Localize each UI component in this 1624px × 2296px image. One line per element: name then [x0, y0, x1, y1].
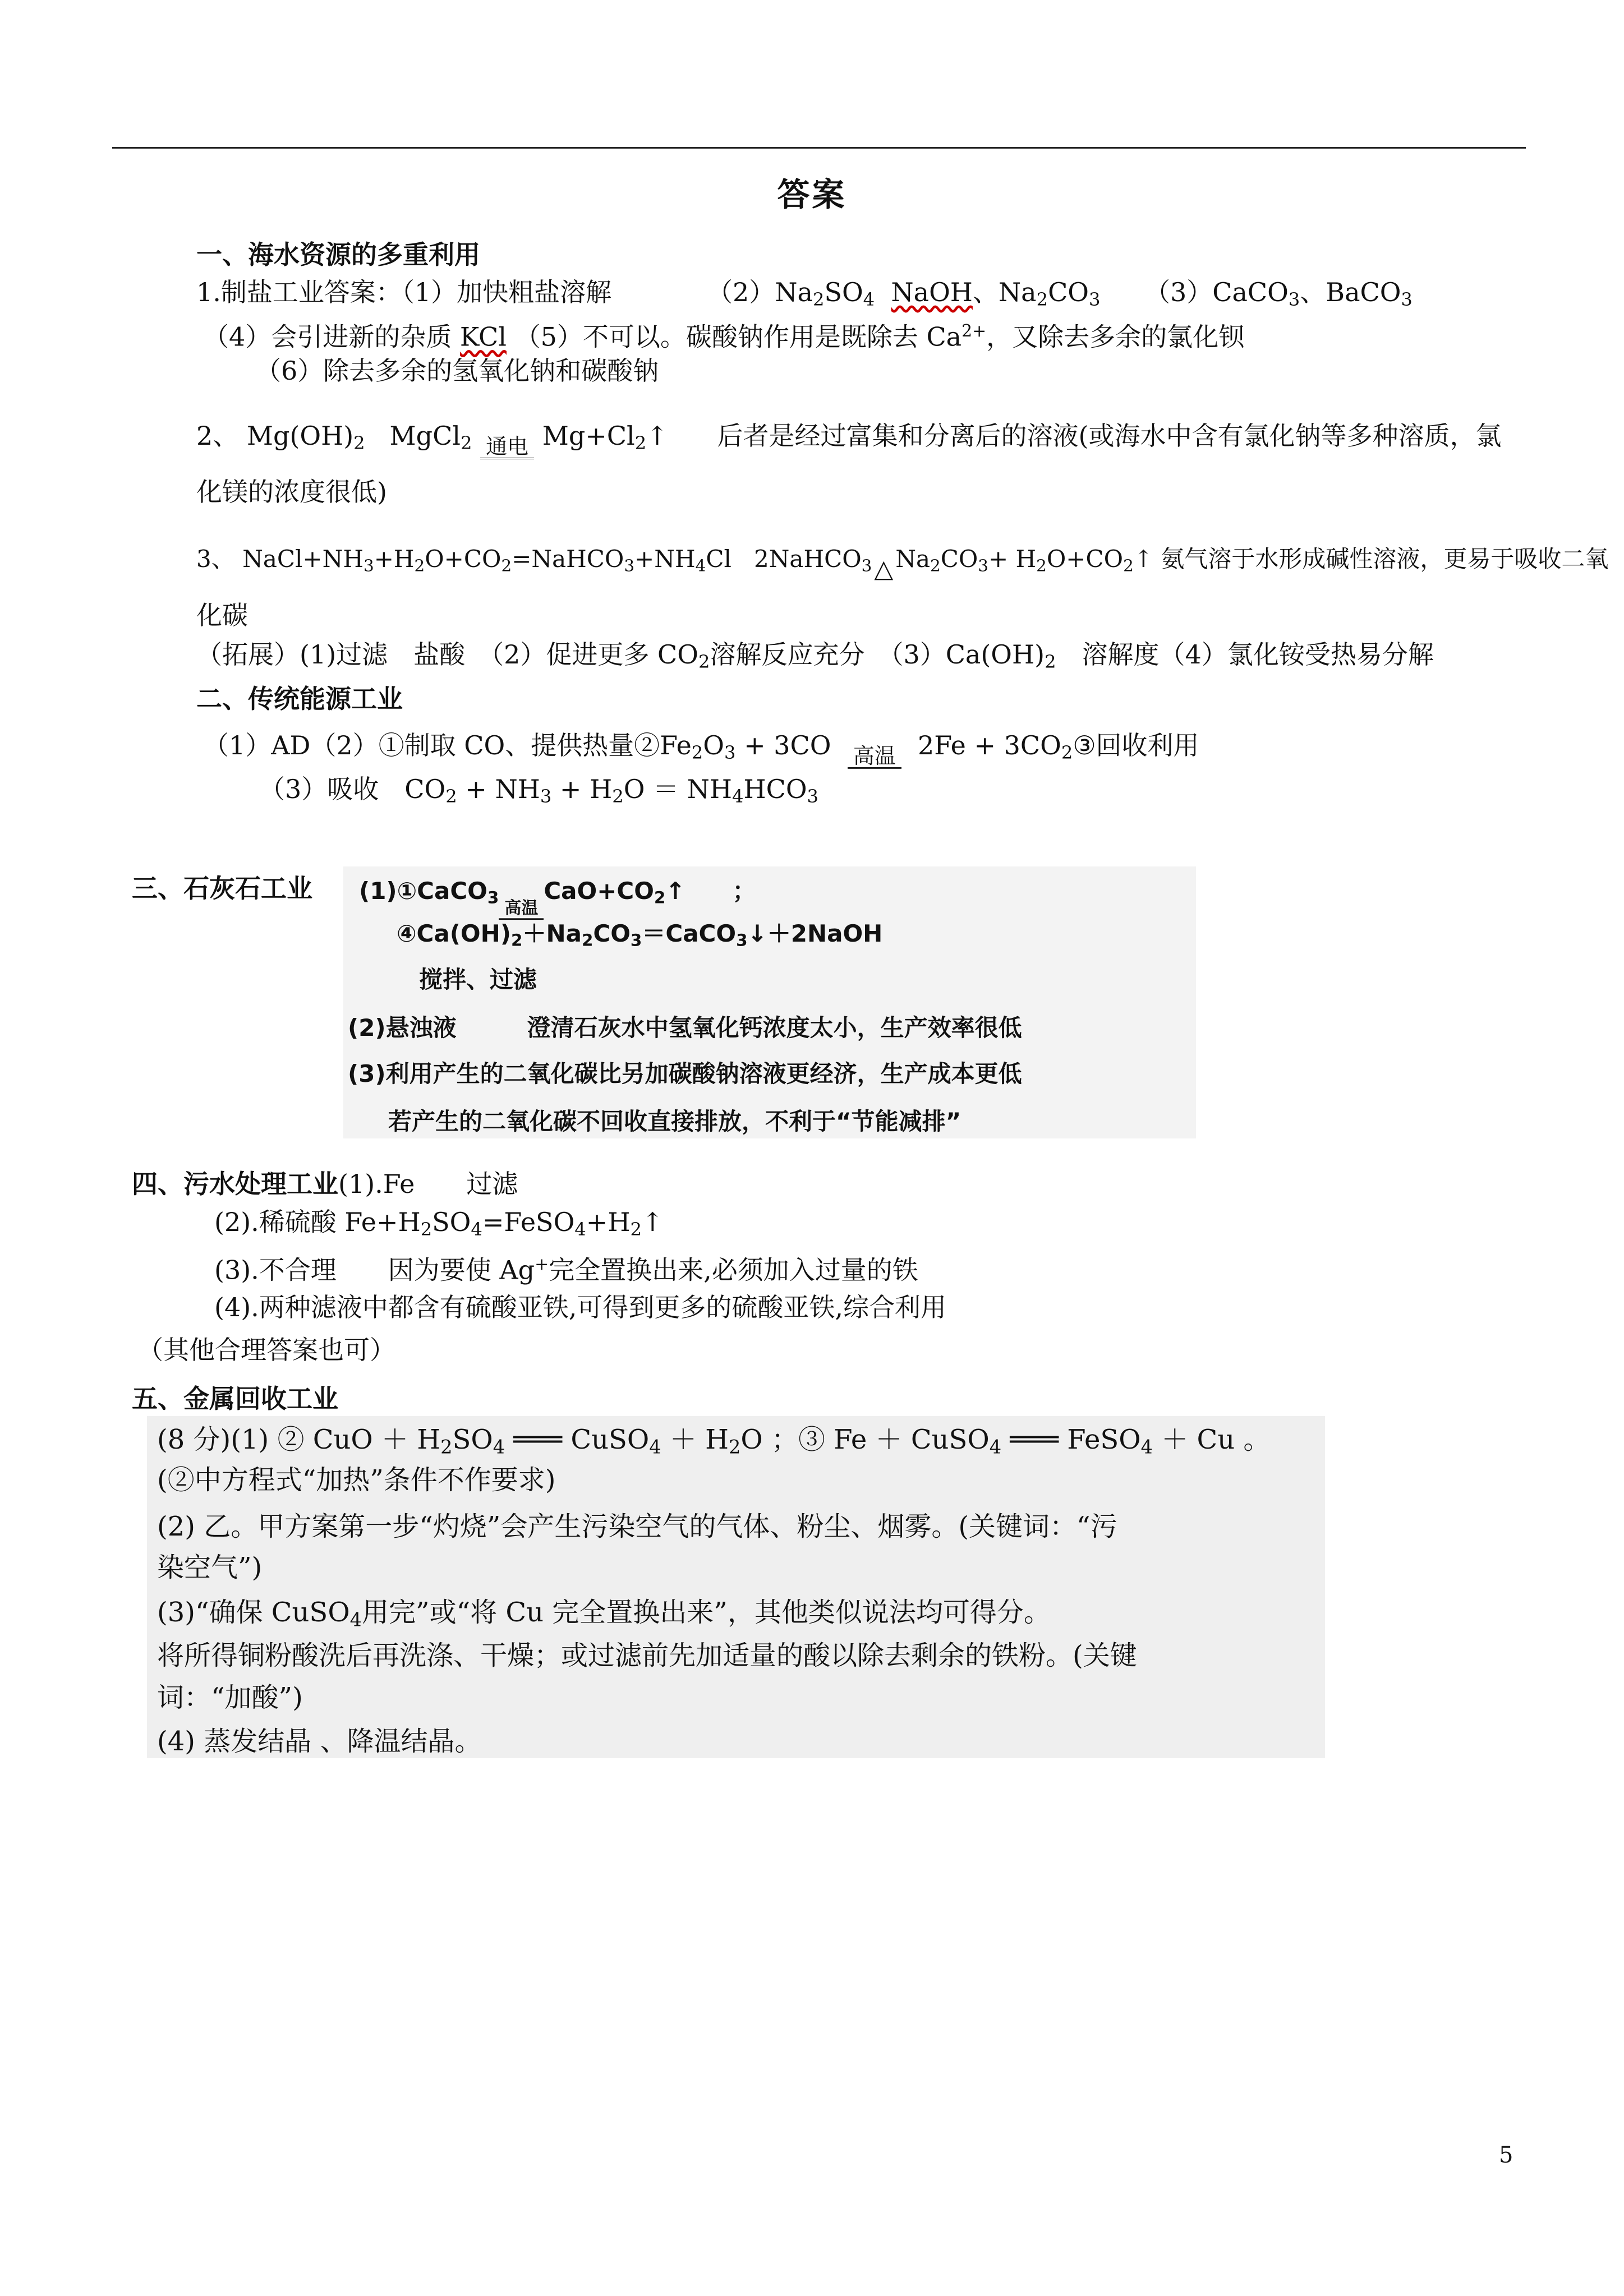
section-1-heading: 一、海水资源的多重利用	[196, 239, 480, 270]
section-3-heading: 三、石灰石工业	[132, 873, 312, 903]
s4-line-4: (4).两种滤液中都含有硫酸亚铁,可得到更多的硫酸亚铁,综合利用	[214, 1292, 947, 1322]
header-rule	[112, 147, 1526, 149]
s4-line-2: (2).稀硫酸 $Fe+H_2SO_4=FeSO_4+H_2↑$	[214, 1207, 664, 1241]
s5-row-2: (②中方程式“加热”条件不作要求)	[157, 1464, 556, 1496]
s2-line-1: （1）AD（2）①制取 CO、提供热量$②Fe_2O_3 + 3CO$ 高温 $2Fe + 3CO_2③$回收利用	[203, 730, 1199, 769]
electrolysis-condition: 通电	[480, 435, 534, 459]
heat-condition: △	[874, 555, 894, 584]
section-2-heading: 二、传统能源工业	[196, 684, 403, 714]
s3-row-2: $④Ca(OH)_2+Na_2CO_3=CaCO_3↓+2NaOH$	[397, 920, 883, 950]
s1-line-3: （6）除去多余的氢氧化钠和碳酸钠	[255, 356, 659, 386]
s1-line-4: 2、 $Mg(OH)_2$ MgCl$_2$ 通电 $Mg+Cl_2↑$ 后者是经过富集和分离后的溶液(或海水中含有氯化钠等多种溶质，氯	[196, 421, 1502, 459]
scanned-answer-image-2	[147, 1416, 1325, 1758]
s5-row-5: (3)“确保 CuSO$_4$用完”或“将 Cu 完全置换出来”，其他类似说法均可得分。	[157, 1597, 1051, 1631]
section-5-heading: 五、金属回收工业	[132, 1384, 338, 1414]
scanned-answer-image-1	[343, 866, 1196, 1138]
s1-line-2: （4）会引进新的杂质 KCl （5）不可以。碳酸钠作用是既除去 $Ca^{2+}$，又除去多余的氯化钡	[203, 321, 1245, 352]
page-title: 答案	[777, 176, 847, 214]
s5-row-7: 词：“加酸”)	[157, 1682, 303, 1713]
s1-line-8: （拓展）(1)过滤 盐酸 （2）促进更多 $CO_2$溶解反应充分 $(3)Ca(OH)_2$ 溶解度（4）氯化铵受热易分解	[196, 639, 1434, 673]
s1-line-7: 化碳	[196, 600, 248, 630]
s5-row-8: (4) 蒸发结晶 、降温结晶。	[157, 1726, 482, 1757]
s1-line-5: 化镁的浓度很低)	[196, 477, 387, 507]
s1-line-1b: $(2)Na_2SO_4$ NaOH、$Na_2CO_3$	[707, 277, 1101, 311]
high-temperature-condition: 高温	[499, 899, 544, 920]
s5-row-3: (2) 乙。甲方案第一步“灼烧”会产生污染空气的气体、粉尘、烟雾。(关键词：“污	[157, 1511, 1117, 1542]
s5-row-6: 将所得铜粉酸洗后再洗涤、干燥；或过滤前先加适量的酸以除去剩余的铁粉。(关键	[157, 1640, 1137, 1671]
s4-line-3: (3).不合理 因为要使 Ag+完全置换出来,必须加入过量的铁	[214, 1255, 918, 1285]
s3-row-6: 若产生的二氧化碳不回收直接排放，不利于“节能减排”	[388, 1108, 961, 1135]
s4-heading-line: 四、污水处理工业(1).Fe 过滤	[132, 1169, 518, 1199]
s3-row-5: (3)利用产生的二氧化碳比另加碳酸钠溶液更经济，生产成本更低	[348, 1060, 1022, 1087]
section-4-heading: 四、污水处理工业	[132, 1169, 338, 1199]
s1-line-1c: （3）CaCO$_3$、BaCO$_3$	[1144, 277, 1413, 311]
s5-row-1: (8 分)(1) ② CuO ＋ $H_2SO_4$ ═══ CuSO$_4$ ＋ $H_2O$ ；③ Fe ＋ CuSO$_4$ ═══ FeSO$_4$ ＋ Cu 。	[157, 1424, 1271, 1458]
s3-row-3: 搅拌、过滤	[419, 966, 537, 993]
page-number: 5	[1499, 2142, 1513, 2168]
s1-line-6: 3、 $NaCl+NH_3+H_2O+CO_2=NaHCO_3+NH_4Cl$ 2NaHCO$_3$ △ $Na_2CO_3+$ $H_2O+CO_2↑$ 氨气溶于水形成碱性溶液，更易于吸收二氧	[196, 545, 1609, 584]
s3-row-4: (2)悬浊液 澄清石灰水中氢氧化钙浓度太小，生产效率很低	[348, 1014, 1022, 1041]
s2-line-2: （3）吸收 $CO_2 + NH_3 + H_2O = NH_4HCO_3$	[259, 774, 819, 808]
high-temperature-condition: 高温	[848, 745, 901, 769]
s3-row-1: (1)①CaCO$_3$ 高温 $CaO+CO_2↑$ ；	[359, 869, 756, 920]
s5-row-4: 染空气”)	[157, 1552, 263, 1583]
s1-line-1: 1.制盐工业答案：（1）加快粗盐溶解	[196, 277, 612, 307]
s4-line-5: （其他合理答案也可）	[137, 1335, 395, 1365]
